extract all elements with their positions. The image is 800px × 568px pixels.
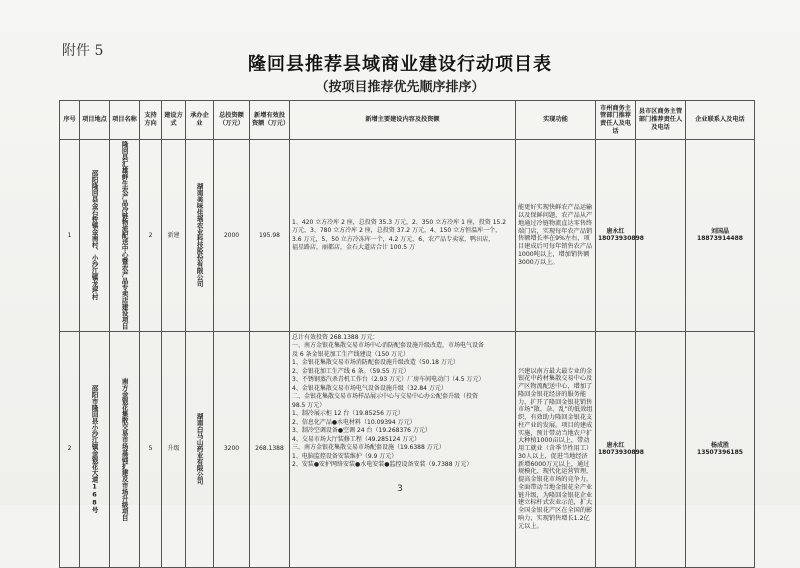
cell-company: 湖南美味佳瑶农业科技股份有限公司: [186, 140, 214, 332]
cell-city-contact: 唐永红 18073930898: [596, 331, 636, 567]
table-header-row: [60, 101, 755, 140]
cell-function: 能更好实现快鲜农产品运输以及保鲜问题，农产品从产地通过冷链物流直达零售终端门店，实现每年农产品销售额增长率在9%左右，项目建成后可每年销售农产品1000吨以上，增加销售额3000万以上。: [516, 140, 596, 332]
cell-seq: 1: [60, 140, 80, 332]
col-header-direction: 支持方向: [140, 101, 162, 140]
cell-city-contact: 唐永红 18073930898: [596, 140, 636, 332]
cell-direction: 2: [140, 140, 162, 332]
col-header-company: 承办企业: [186, 101, 214, 140]
cell-company-contact: 杨成胜 13507396185: [686, 331, 755, 567]
cell-content: 总计有效投资 268.1388 万元： 一、南方金银花集散交易市场中心消防配套设施升级改造，市场电气设备 及 6 条金银花加工生产线建设（150 万元） 1、金银花集散交易市场消防配套设施升级改造（50.18 万元） 2、金银花加工生产线 6 条。（59.55 万元） 3、不锈钢蒸汽杀青机工作台（2.93 万元）厂房车间电动门（4.5 万元） 4、金银花集散交易市场电气设备设施升级（32.84 万元） 二、金银花集散交易市场样品展示中心与交易中心办公配套升级（投资 98.5 万元） 1、制冷展示柜 12 台（19.85256 万元） 2、信息化产品●水电材料（10.09394 万元） 3、制冷空调设备●空调 24 台（19.268376 万元） 4、交易市场大厅装修工程（49.285124 万元） 三、南方金银花集散交易市场配套设施（19.6388 万元） 1、电脑监控设备安装维护（9.9 万元） 2、安装●安护网络安装●水电安装●监控设备安装（9.7388 万元）: [290, 331, 516, 567]
cell-name: 隆回县汇雄鲜生农产品冷链物流配送中心暨农产品专卖店建设项目: [110, 140, 140, 332]
cell-location: 邵阳隆回县金石桥镇金南村、小沙江镇龙坪村: [80, 140, 110, 332]
document-title: 隆回县推荐县域商业建设行动项目表: [248, 54, 552, 75]
cell-content: 1、420 立方冷库 2 座，总投资 35.3 万元，2、350 立方冷库 1 座，投资 15.2 万元，3、780 立方冷库 2 座，总投资 37.2 万元，4、150 立方恒温库一个， 3.6 万元，5、50 立方冷冻库一个，4.2 万元，6、农产品专卖家，鸭田店， 福星路店，丽都店，金石大道店合计 100.5 万: [290, 140, 516, 332]
cell-function: 兴建以南方最大最专业的金银花中药材集散交易中心及产区物流配送中心，增加了隆回金银花经济的服务能力，扩开了隆回金银花销售市场“散、杂、乱”的低效组织，有效助力隆回金银花支柱产业的发展。项目的建成实施，预计带动当地农户扩大种植1000亩以上，带动用工就业（含季节性用工）30人以上，促进当地经济新增6000万元以上，通过规模化、现代化运营管理，提高金银花市场的竞争力，全面带动当地金银花全产业链升级，为隆回金银花企业建立标杆式农业示范，扩大全国金银花产区在全国的影响力，实现销售增长1.2亿元以上。: [516, 331, 596, 567]
col-header-seq: 序号: [60, 101, 80, 140]
col-header-name: 项目名称: [110, 101, 140, 140]
col-header-content: 新增主要建设内容及投资额: [290, 101, 516, 140]
cell-total: 3200: [214, 331, 250, 567]
col-header-total: 总投资额（万元）: [214, 101, 250, 140]
col-header-location: 项目地点: [80, 101, 110, 140]
document-subtitle: （按项目推荐优先顺序排序）: [315, 80, 485, 95]
cell-company-contact: 刘国晶 18873914488: [686, 140, 755, 332]
cell-name: 南方金银花集散交易市场基础扩建及市场升级项目: [110, 331, 140, 567]
table-row: [60, 140, 755, 332]
cell-new-invest: 195.98: [250, 140, 290, 332]
col-header-function: 实现功能: [516, 101, 596, 140]
cell-seq: 2: [60, 331, 80, 567]
col-header-company-contact: 企业联系人及电话: [686, 101, 755, 140]
cell-direction: 5: [140, 331, 162, 567]
page-number: 3: [397, 484, 403, 494]
cell-total: 2000: [214, 140, 250, 332]
cell-location: 邵阳市隆回县小沙江镇金银花大道168号: [80, 331, 110, 567]
col-header-county-contact: 县市区商务主管部门推荐责任人及电话: [636, 101, 686, 140]
cell-method: 升级: [162, 331, 186, 567]
cell-company: 湖南白马山药业有限公司: [186, 331, 214, 567]
cell-method: 新建: [162, 140, 186, 332]
cell-new-invest: 268.1388: [250, 331, 290, 567]
project-table: [59, 100, 755, 568]
attachment-label: 附件 5: [62, 43, 104, 59]
table-row: [60, 331, 755, 567]
col-header-city-contact: 市州商务主管部门推荐责任人及电话: [596, 101, 636, 140]
col-header-new-invest: 新增有效投资额（万元）: [250, 101, 290, 140]
col-header-method: 建设方式: [162, 101, 186, 140]
